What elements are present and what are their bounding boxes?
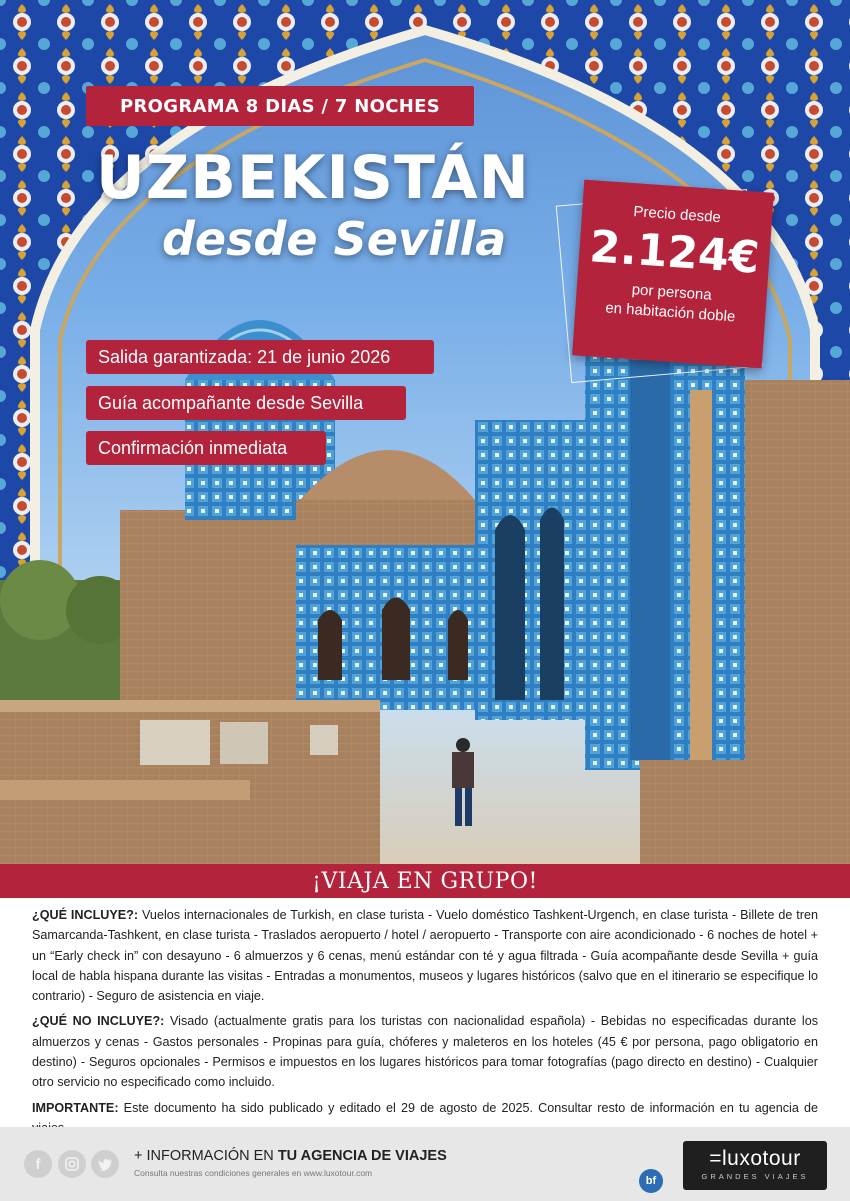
twitter-glyph <box>98 1158 113 1171</box>
price-box-panel <box>572 180 774 369</box>
conditions-link[interactable]: Consulta nuestras condiciones generales en www.luxotour.com <box>134 1168 373 1178</box>
brand-name: =luxotour <box>709 1147 801 1170</box>
more-info-agency: TU AGENCIA DE VIAJES <box>277 1148 447 1164</box>
price-note <box>575 276 767 329</box>
luxotour-logo <box>683 1141 827 1190</box>
departure-badge: Salida garantizada: 21 de junio 2026 <box>86 340 434 374</box>
bf-logo: bf <box>639 1169 663 1193</box>
program-badge: PROGRAMA 8 DIAS / 7 NOCHES <box>86 86 474 126</box>
excludes-paragraph <box>32 1011 818 1092</box>
brand-tagline: GRANDES VIAJES <box>701 1172 809 1181</box>
includes-heading: ¿QUÉ INCLUYE?: <box>32 908 139 922</box>
more-info-text <box>134 1148 447 1164</box>
price-note-line1: por persona <box>631 281 713 304</box>
instagram-glyph <box>65 1157 79 1171</box>
facebook-icon[interactable]: f <box>24 1150 52 1178</box>
excludes-heading: ¿QUÉ NO INCLUYE?: <box>32 1014 165 1029</box>
origin-subtitle: desde Sevilla <box>162 212 507 266</box>
excludes-text: Visado (actualmente gratis para los turistas con nacionalidad española) - Bebidas no especificadas durante los almuerzos y cenas - Gastos personales - Propinas para guía, chóferes y maleteros en los hoteles (45 € por persona, pago obligatorio en destino) - Seguros opcionales - Permisos e impuestos en los lugares históricos para tomar fotografías (pago directo en destino) - Cualquier otro servicio no especificado como incluido. <box>32 1014 818 1090</box>
instagram-icon[interactable] <box>58 1150 86 1178</box>
group-travel-banner: ¡VIAJA EN GRUPO! <box>0 864 850 898</box>
price-value: 2.124€ <box>588 221 761 284</box>
confirmation-badge: Confirmación inmediata <box>86 431 326 465</box>
price-label: Precio desde <box>632 203 722 227</box>
price-note-line2: en habitación doble <box>604 299 736 326</box>
more-info-prefix: + INFORMACIÓN EN <box>134 1148 278 1164</box>
twitter-icon[interactable] <box>91 1150 119 1178</box>
destination-title: UZBEKISTÁN <box>96 143 530 213</box>
important-heading: IMPORTANTE: <box>32 1100 119 1115</box>
details-section <box>32 905 818 1143</box>
important-text: Este documento ha sido publicado y editado el 29 de agosto de 2025. Consultar resto de información en tu agencia de <box>123 1100 818 1115</box>
guide-badge: Guía acompañante desde Sevilla <box>86 386 406 420</box>
price-box <box>572 180 774 369</box>
includes-paragraph <box>32 905 818 1006</box>
includes-text: Vuelos internacionales de Turkish, en clase turista - Vuelo doméstico Tashkent-Urgench, en clase turista - Billete de tren Samarcanda-Tashkent, en clase turista - Traslados aeropuerto / hotel / aeropuerto - Transporte con aire acondicionado - 6 noches de hotel + un “Early check in” con desayuno - 6 almuerzos y 6 cenas, menú estándar con té y agua filtrada - Guía acompañante desde Sevilla + guía local de habla hispana durante las visitas - Entradas a monumentos, museos y lugares históricos (salvo que en el itinerario se especifique lo contrario) - Seguro de asistencia en viaje. <box>32 908 818 1004</box>
